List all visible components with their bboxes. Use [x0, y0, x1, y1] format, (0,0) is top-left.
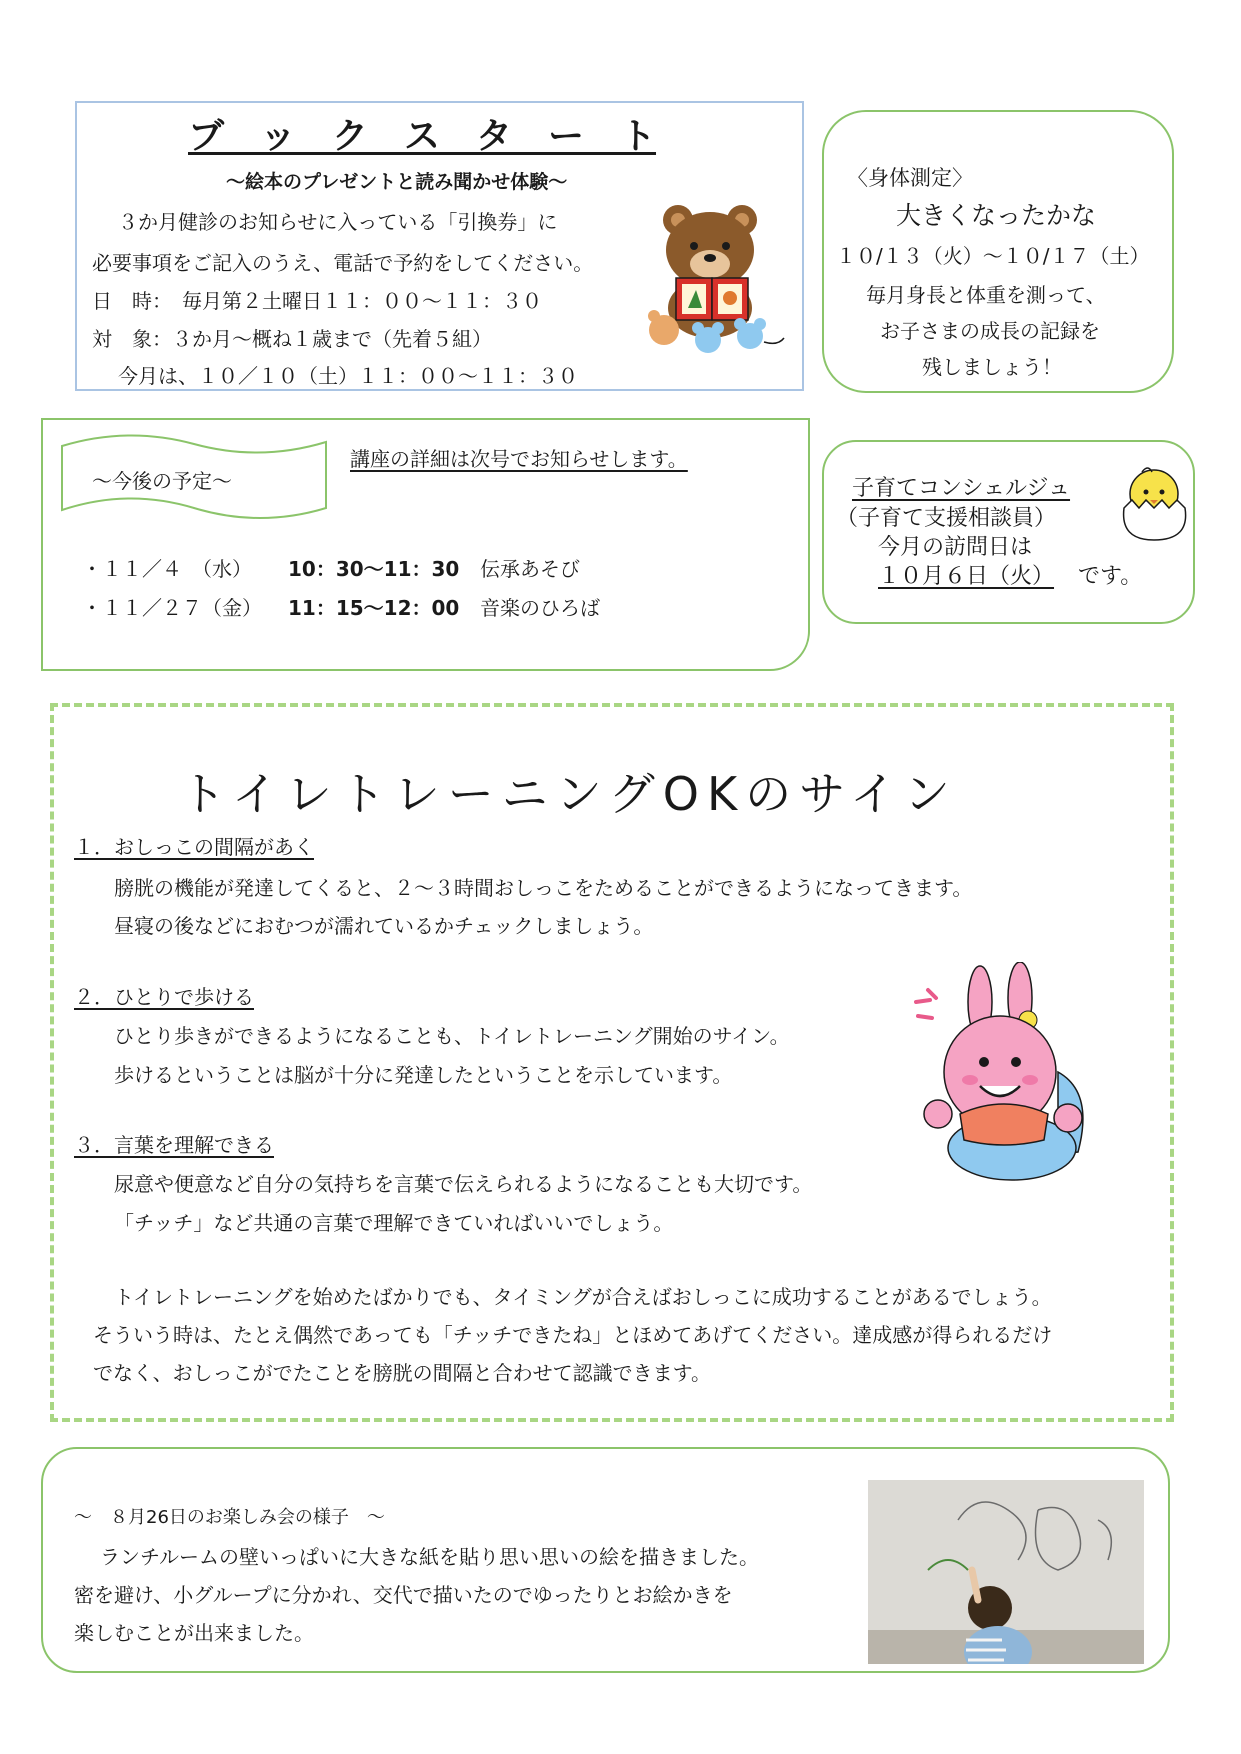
book-start-line: 必要事項をご記入のうえ、電話で予約をしてください。: [92, 251, 594, 275]
bunny-on-potty-icon: [908, 962, 1094, 1188]
toilet-section-text: 歩けるということは脳が十分に発達したということを示しています。: [114, 1063, 733, 1087]
toilet-section-heading: １．おしっこの間隔があく: [74, 835, 314, 859]
event-photo: [868, 1480, 1144, 1664]
schedule-time: 11：15～12：00: [288, 596, 460, 620]
toilet-section-text: 尿意や便意など自分の気持ちを言葉で伝えられるようになることも大切です。: [114, 1172, 813, 1196]
toilet-section-text: 「チッチ」など共通の言葉で理解できていればいいでしょう。: [114, 1211, 674, 1235]
event-title: ～ ８月26日のお楽しみ会の様子 ～: [74, 1507, 385, 1528]
toilet-training-title: トイレトレーニングOKのサイン: [180, 767, 958, 821]
schedule-time: 10：30～11：30: [288, 557, 460, 581]
event-text: 楽しむことが出来ました。: [74, 1621, 314, 1645]
schedule-note: 講座の詳細は次号でお知らせします。: [350, 447, 688, 471]
concierge-title: 子育てコンシェルジュ: [852, 476, 1071, 501]
toilet-section-text: 昼寝の後などにおむつが濡れているかチェックしましょう。: [114, 914, 654, 938]
toilet-section-heading: ３．言葉を理解できる: [74, 1133, 274, 1157]
toilet-closing-text: そういう時は、たとえ偶然であっても「チッチできたね」とほめてあげてください。達成感が得られるだけ: [93, 1323, 1053, 1347]
chick-in-egg-icon: [1112, 460, 1196, 544]
measurement-line: 残しましょう！: [922, 355, 1062, 379]
book-start-datetime: 日 時： 毎月第２土曜日１１：００～１１：３０: [92, 289, 542, 313]
schedule-date: ・１１／２７（金）: [82, 596, 262, 620]
event-text: ランチルームの壁いっぱいに大きな紙を貼り思い思いの絵を描きました。: [100, 1545, 759, 1569]
toilet-closing-text: トイレトレーニングを始めたばかりでも、タイミングが合えばおしっこに成功することがあるでしょう。: [114, 1285, 1052, 1309]
book-start-target: 対 象：３か月～概ね１歳まで（先着５組）: [92, 327, 492, 351]
concierge-visit-line: 今月の訪問日は: [878, 535, 1033, 560]
concierge-visit-date: １０月６日（火）: [878, 564, 1055, 589]
schedule-date: ・１１／４ （水）: [82, 557, 252, 581]
schedule-event-name: 音楽のひろば: [480, 596, 600, 620]
book-start-this-month: 今月は、１０／１０（土）１１：００～１１：３０: [118, 364, 578, 388]
concierge-subtitle: （子育て支援相談員）: [836, 506, 1057, 531]
measurement-title: 〈身体測定〉: [847, 166, 973, 190]
schedule-event-name: 伝承あそび: [480, 557, 580, 581]
measurement-line: 毎月身長と体重を測って、: [866, 283, 1106, 307]
toilet-section-heading: ２．ひとりで歩ける: [74, 985, 254, 1009]
book-start-line: ３か月健診のお知らせに入っている「引換券」に: [118, 210, 558, 234]
book-start-subtitle: ～絵本のプレゼントと読み聞かせ体験～: [226, 171, 568, 193]
child-drawing-photo-icon: [868, 1480, 1144, 1664]
concierge-suffix: です。: [1078, 564, 1143, 589]
toilet-section-text: ひとり歩きができるようになることも、トイレトレーニング開始のサイン。: [114, 1024, 790, 1048]
book-start-title: ブ ッ ク ス タ ー ト: [188, 116, 657, 157]
toilet-section-text: 膀胱の機能が発達してくると、２～３時間おしっこをためることができるようになってきます。: [114, 876, 973, 900]
toilet-closing-text: でなく、おしっこがでたことを膀胱の間隔と合わせて認識できます。: [93, 1361, 711, 1385]
bear-reading-book-icon: [636, 198, 794, 368]
measurement-dates: １０/１３（火）～１０/１７（土）: [836, 244, 1150, 268]
event-text: 密を避け、小グループに分かれ、交代で描いたのでゆったりとお絵かきを: [74, 1583, 733, 1607]
measurement-headline: 大きくなったかな: [896, 201, 1097, 230]
schedule-banner-text: ～今後の予定～: [92, 469, 232, 493]
measurement-line: お子さまの成長の記録を: [880, 319, 1100, 343]
